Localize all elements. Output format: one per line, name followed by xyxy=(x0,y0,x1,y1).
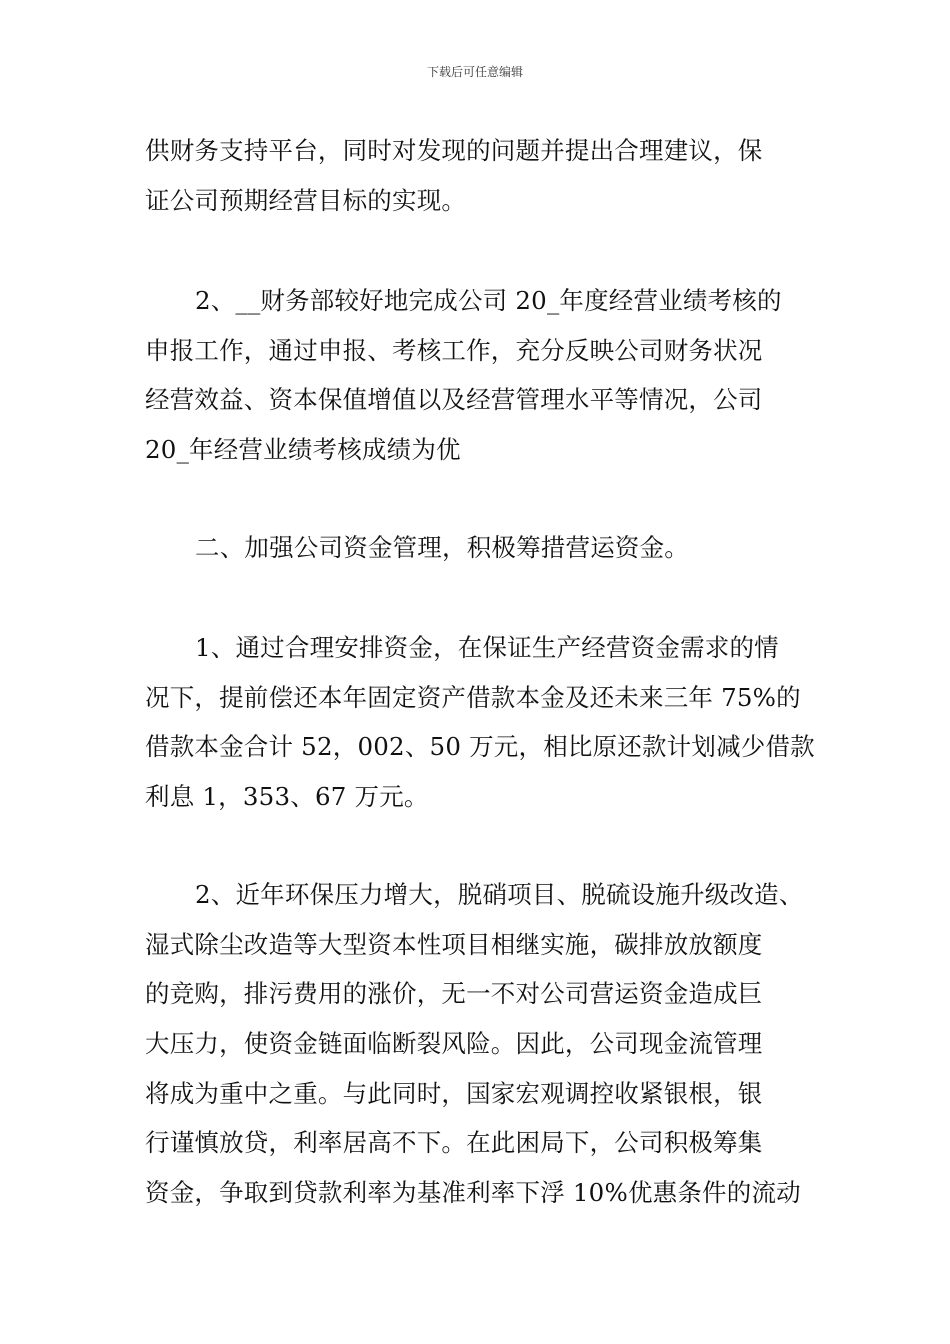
paragraph-line: 经营效益、资本保值增值以及经营管理水平等情况，公司 xyxy=(145,385,763,414)
paragraph-line: 利息 1，353、67 万元。 xyxy=(145,782,429,811)
paragraph-line: 大压力，使资金链面临断裂风险。因此，公司现金流管理 xyxy=(145,1029,763,1058)
paragraph-line: 湿式除尘改造等大型资本性项目相继实施，碳排放放额度 xyxy=(145,930,763,959)
paragraph-line: 的竞购，排污费用的涨价，无一不对公司营运资金造成巨 xyxy=(145,979,763,1008)
paragraph-line: 资金，争取到贷款利率为基准利率下浮 10%优惠条件的流动 xyxy=(145,1178,801,1207)
paragraph-line: 2、__财务部较好地完成公司 20_年度经营业绩考核的 xyxy=(195,286,782,315)
page-header-note: 下载后可任意编辑 xyxy=(426,65,523,79)
paragraph-line: 况下，提前偿还本年固定资产借款本金及还未来三年 75%的 xyxy=(145,683,801,712)
paragraph-line: 2、近年环保压力增大，脱硝项目、脱硫设施升级改造、 xyxy=(195,880,804,909)
paragraph-line: 借款本金合计 52，002、50 万元，相比原还款计划减少借款 xyxy=(145,732,815,761)
paragraph-line: 申报工作，通过申报、考核工作，充分反映公司财务状况 xyxy=(145,336,763,365)
paragraph-line: 20_年经营业绩考核成绩为优 xyxy=(145,435,461,464)
section-heading: 二、加强公司资金管理，积极筹措营运资金。 xyxy=(195,533,689,562)
paragraph-line: 将成为重中之重。与此同时，国家宏观调控收紧银根，银 xyxy=(145,1079,763,1108)
paragraph-line: 证公司预期经营目标的实现。 xyxy=(145,186,467,215)
paragraph-line: 1、通过合理安排资金，在保证生产经营资金需求的情 xyxy=(195,633,779,662)
paragraph-line: 供财务支持平台，同时对发现的问题并提出合理建议，保 xyxy=(145,136,763,165)
paragraph-line: 行谨慎放贷，利率居高不下。在此困局下，公司积极筹集 xyxy=(145,1128,763,1157)
